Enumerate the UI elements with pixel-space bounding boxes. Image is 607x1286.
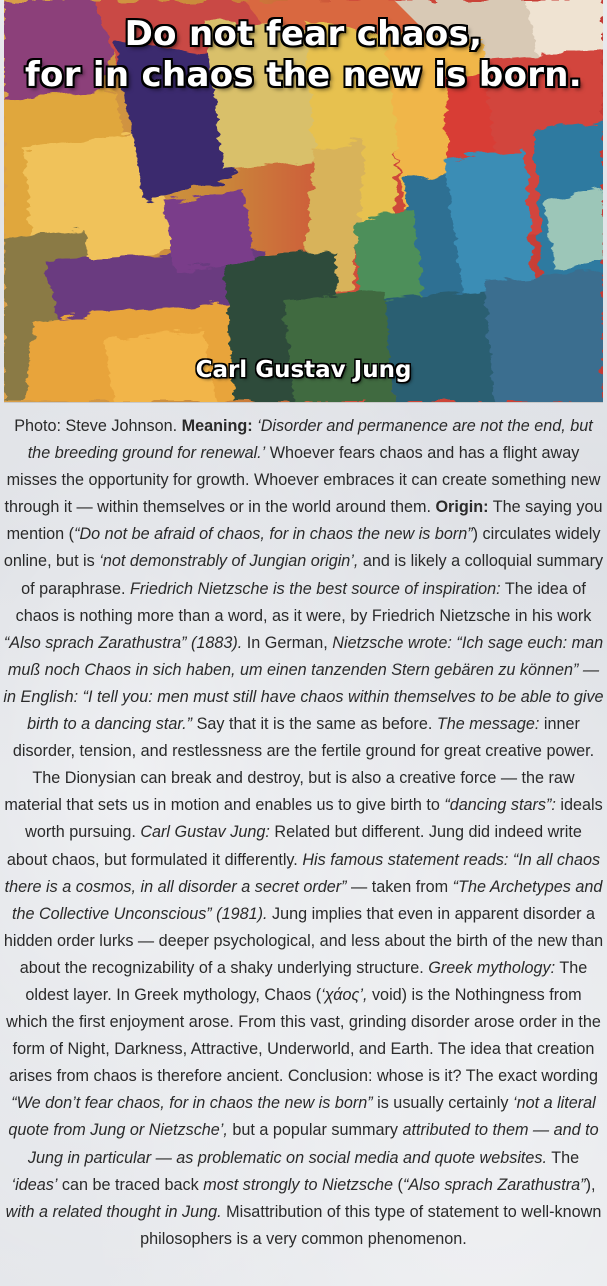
photo-credit: Photo: Steve Johnson.: [14, 417, 182, 435]
jung-text-2: — taken from: [346, 877, 453, 896]
conclusion-text-2: but a popular summary: [227, 1121, 403, 1140]
strongly-nietzsche: most strongly to Nietzsche: [203, 1175, 394, 1194]
message-text-2: ideals worth pursuing.: [25, 796, 603, 842]
jung-text-3: Jung implies that even in apparent disorder a hidden order lurks — deeper psychological, and less about the birth of the new than about the recognizability of a shaky underlying structure.: [3, 904, 604, 977]
saying-quote: “Do not be afraid of chaos, for in chaos the new is born”: [74, 525, 473, 544]
meaning-heading: Meaning:: [181, 417, 253, 435]
meaning-quote: ‘Disorder and permanence are not the end, but the breeding ground for renewal.’: [27, 417, 593, 463]
greek-text: The oldest layer. In Greek mythology, Chaos (: [25, 958, 588, 1004]
not-literal: ‘not a literal quote from Jung or Nietzsche’,: [8, 1094, 596, 1140]
zarathustra-title-2: “Also sprach Zarathustra”: [402, 1175, 586, 1194]
greek-heading: Greek mythology:: [428, 958, 556, 977]
paren-close: ),: [585, 1175, 596, 1194]
dancing-stars: “dancing stars”:: [444, 796, 556, 815]
quote-line-2: for in chaos the new is born.: [24, 55, 583, 95]
greek-text-2: void) is the Nothingness from which the first enjoyment arose. From this vast, grinding disorder arose order in the form of Night, Darkness, Attractive, Underworld, and Earth. The idea that creation arises from chaos is therefore ancient. Conclusion: whose is it? The exact wording: [6, 985, 601, 1086]
attributed-text: attributed to them — and to Jung in particular — as problematic on social media and quote websites.: [27, 1121, 599, 1167]
conclusion-text-3: The: [547, 1148, 580, 1167]
nietzsche-heading: Friedrich Nietzsche is the best source of inspiration:: [130, 579, 501, 598]
related-thought: with a related thought in Jung.: [5, 1202, 222, 1221]
origin-text: The saying you mention (: [6, 498, 603, 544]
meaning-text: Whoever fears chaos and has a flight away misses the opportunity for growth. Whoever embraces it can create something new through it — within themselves or in the world around them.: [4, 444, 601, 517]
jung-quote: His famous statement reads: “In all chaos there is a cosmos, in all disorder a secret order”: [4, 850, 601, 896]
greek-word: ‘χάος’,: [321, 985, 368, 1004]
origin-emphasis: ‘not demonstrably of Jungian origin’,: [99, 552, 359, 571]
conclusion-text-4: can be traced back: [57, 1175, 204, 1194]
ideas-word: ‘ideas’: [11, 1175, 58, 1194]
quote-image: [4, 0, 603, 403]
origin-text-3: and is likely a colloquial summary of paraphrase.: [21, 552, 604, 598]
exact-wording: “We don’t fear chaos, for in chaos the new is born”: [11, 1094, 373, 1113]
article-caption: [3, 413, 604, 1253]
archetypes-title: “The Archetypes and the Collective Unconscious” (1981).: [11, 877, 603, 923]
jung-heading: Carl Gustav Jung:: [140, 823, 270, 842]
jung-text: Related but different. Jung did indeed write about chaos, but formulated it differently.: [6, 823, 582, 869]
nietzsche-quote: Nietzsche wrote: “Ich sage euch: man muß noch Chaos in sich haben, um einen tanzenden Stern gebären zu können” — in English: “I tell you: men must still have chaos within themselves to be able to give birth to a dancing star.”: [3, 633, 604, 734]
origin-text-2: ) circulates widely online, but is: [3, 525, 601, 571]
closing-text: Misattribution of this type of statement to well-known philosophers is a very common phenomenon.: [140, 1202, 602, 1248]
conclusion-text: is usually certainly: [372, 1094, 513, 1113]
nietzsche-text-3: Say that it is the same as before.: [192, 715, 437, 734]
nietzsche-text-2: In German,: [242, 633, 333, 652]
paren-open: (: [393, 1175, 403, 1194]
origin-heading: Origin:: [435, 498, 489, 517]
quote-author: Carl Gustav Jung: [195, 357, 412, 383]
message-text: inner disorder, tension, and restlessness are the fertile ground for great creative power. The Dionysian can break and destroy, but is also a creative force — the raw material that sets us in motion and enables us to give birth to: [4, 715, 595, 815]
message-heading: The message:: [436, 715, 540, 734]
quote-line-1: Do not fear chaos,: [124, 14, 483, 54]
quote-text: [4, 14, 603, 96]
zarathustra-title: “Also sprach Zarathustra” (1883).: [3, 633, 243, 652]
nietzsche-text: The idea of chaos is nothing more than a word, as it were, by Friedrich Nietzsche in his work: [15, 579, 592, 625]
